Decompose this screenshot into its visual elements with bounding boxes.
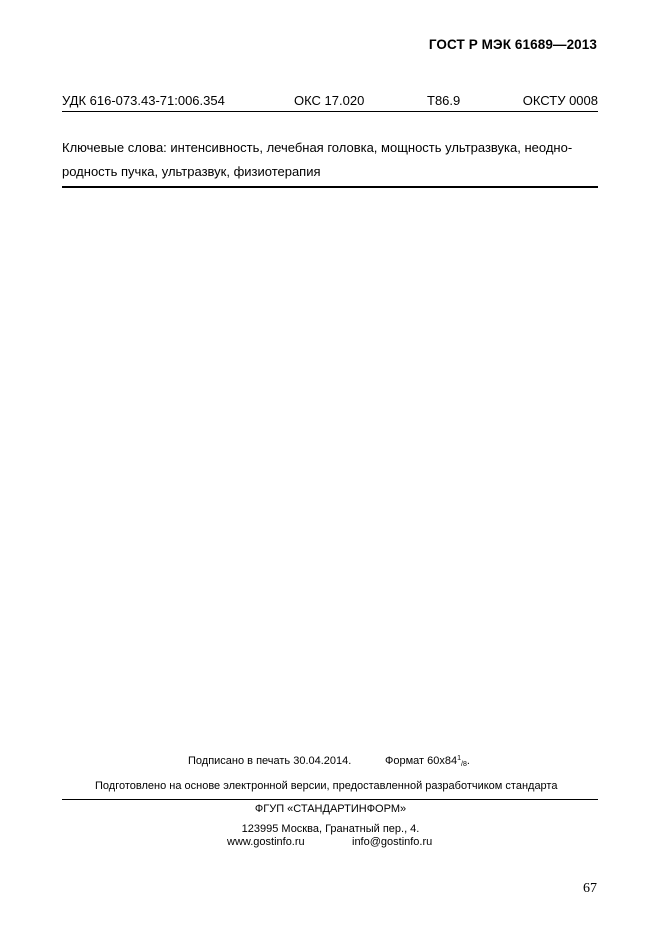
page-number: 67 xyxy=(583,881,597,896)
okstu-code: ОКСТУ 0008 xyxy=(522,93,598,108)
publisher-email: info@gostinfo.ru xyxy=(352,836,433,848)
signed-date: Подписано в печать 30.04.2014. xyxy=(188,755,352,767)
format-sub: /8 xyxy=(461,761,467,768)
prepared-note: Подготовлено на основе электронной версии, предоставленной разработчиком стандарта xyxy=(95,780,558,792)
oks-code: ОКС 17.020 xyxy=(294,93,365,108)
keywords-line-1: Ключевые слова: интенсивность, лечебная головка, мощность ультразвука, неодно- xyxy=(62,140,573,155)
keywords-line-2: родность пучка, ультразвук, физиотерапия xyxy=(62,164,321,179)
standard-code: ГОСТ Р МЭК 61689—2013 xyxy=(428,37,597,52)
imprint-divider xyxy=(62,799,598,800)
publisher-website: www.gostinfo.ru xyxy=(227,836,305,848)
t-code: Т86.9 xyxy=(427,93,461,108)
classification-row xyxy=(62,93,598,109)
format-label: Формат 60x84 xyxy=(385,755,458,767)
classification-divider xyxy=(62,111,598,112)
print-format xyxy=(385,755,470,768)
format-sup: 1 xyxy=(457,755,462,762)
publisher-name: ФГУП «СТАНДАРТИНФОРМ» xyxy=(254,803,407,815)
format-end: . xyxy=(466,755,470,767)
keywords-divider xyxy=(62,186,598,188)
udk-code: УДК 616-073.43-71:006.354 xyxy=(62,93,225,108)
publisher-address: 123995 Москва, Гранатный пер., 4. xyxy=(241,823,420,835)
keywords-block xyxy=(62,136,602,184)
